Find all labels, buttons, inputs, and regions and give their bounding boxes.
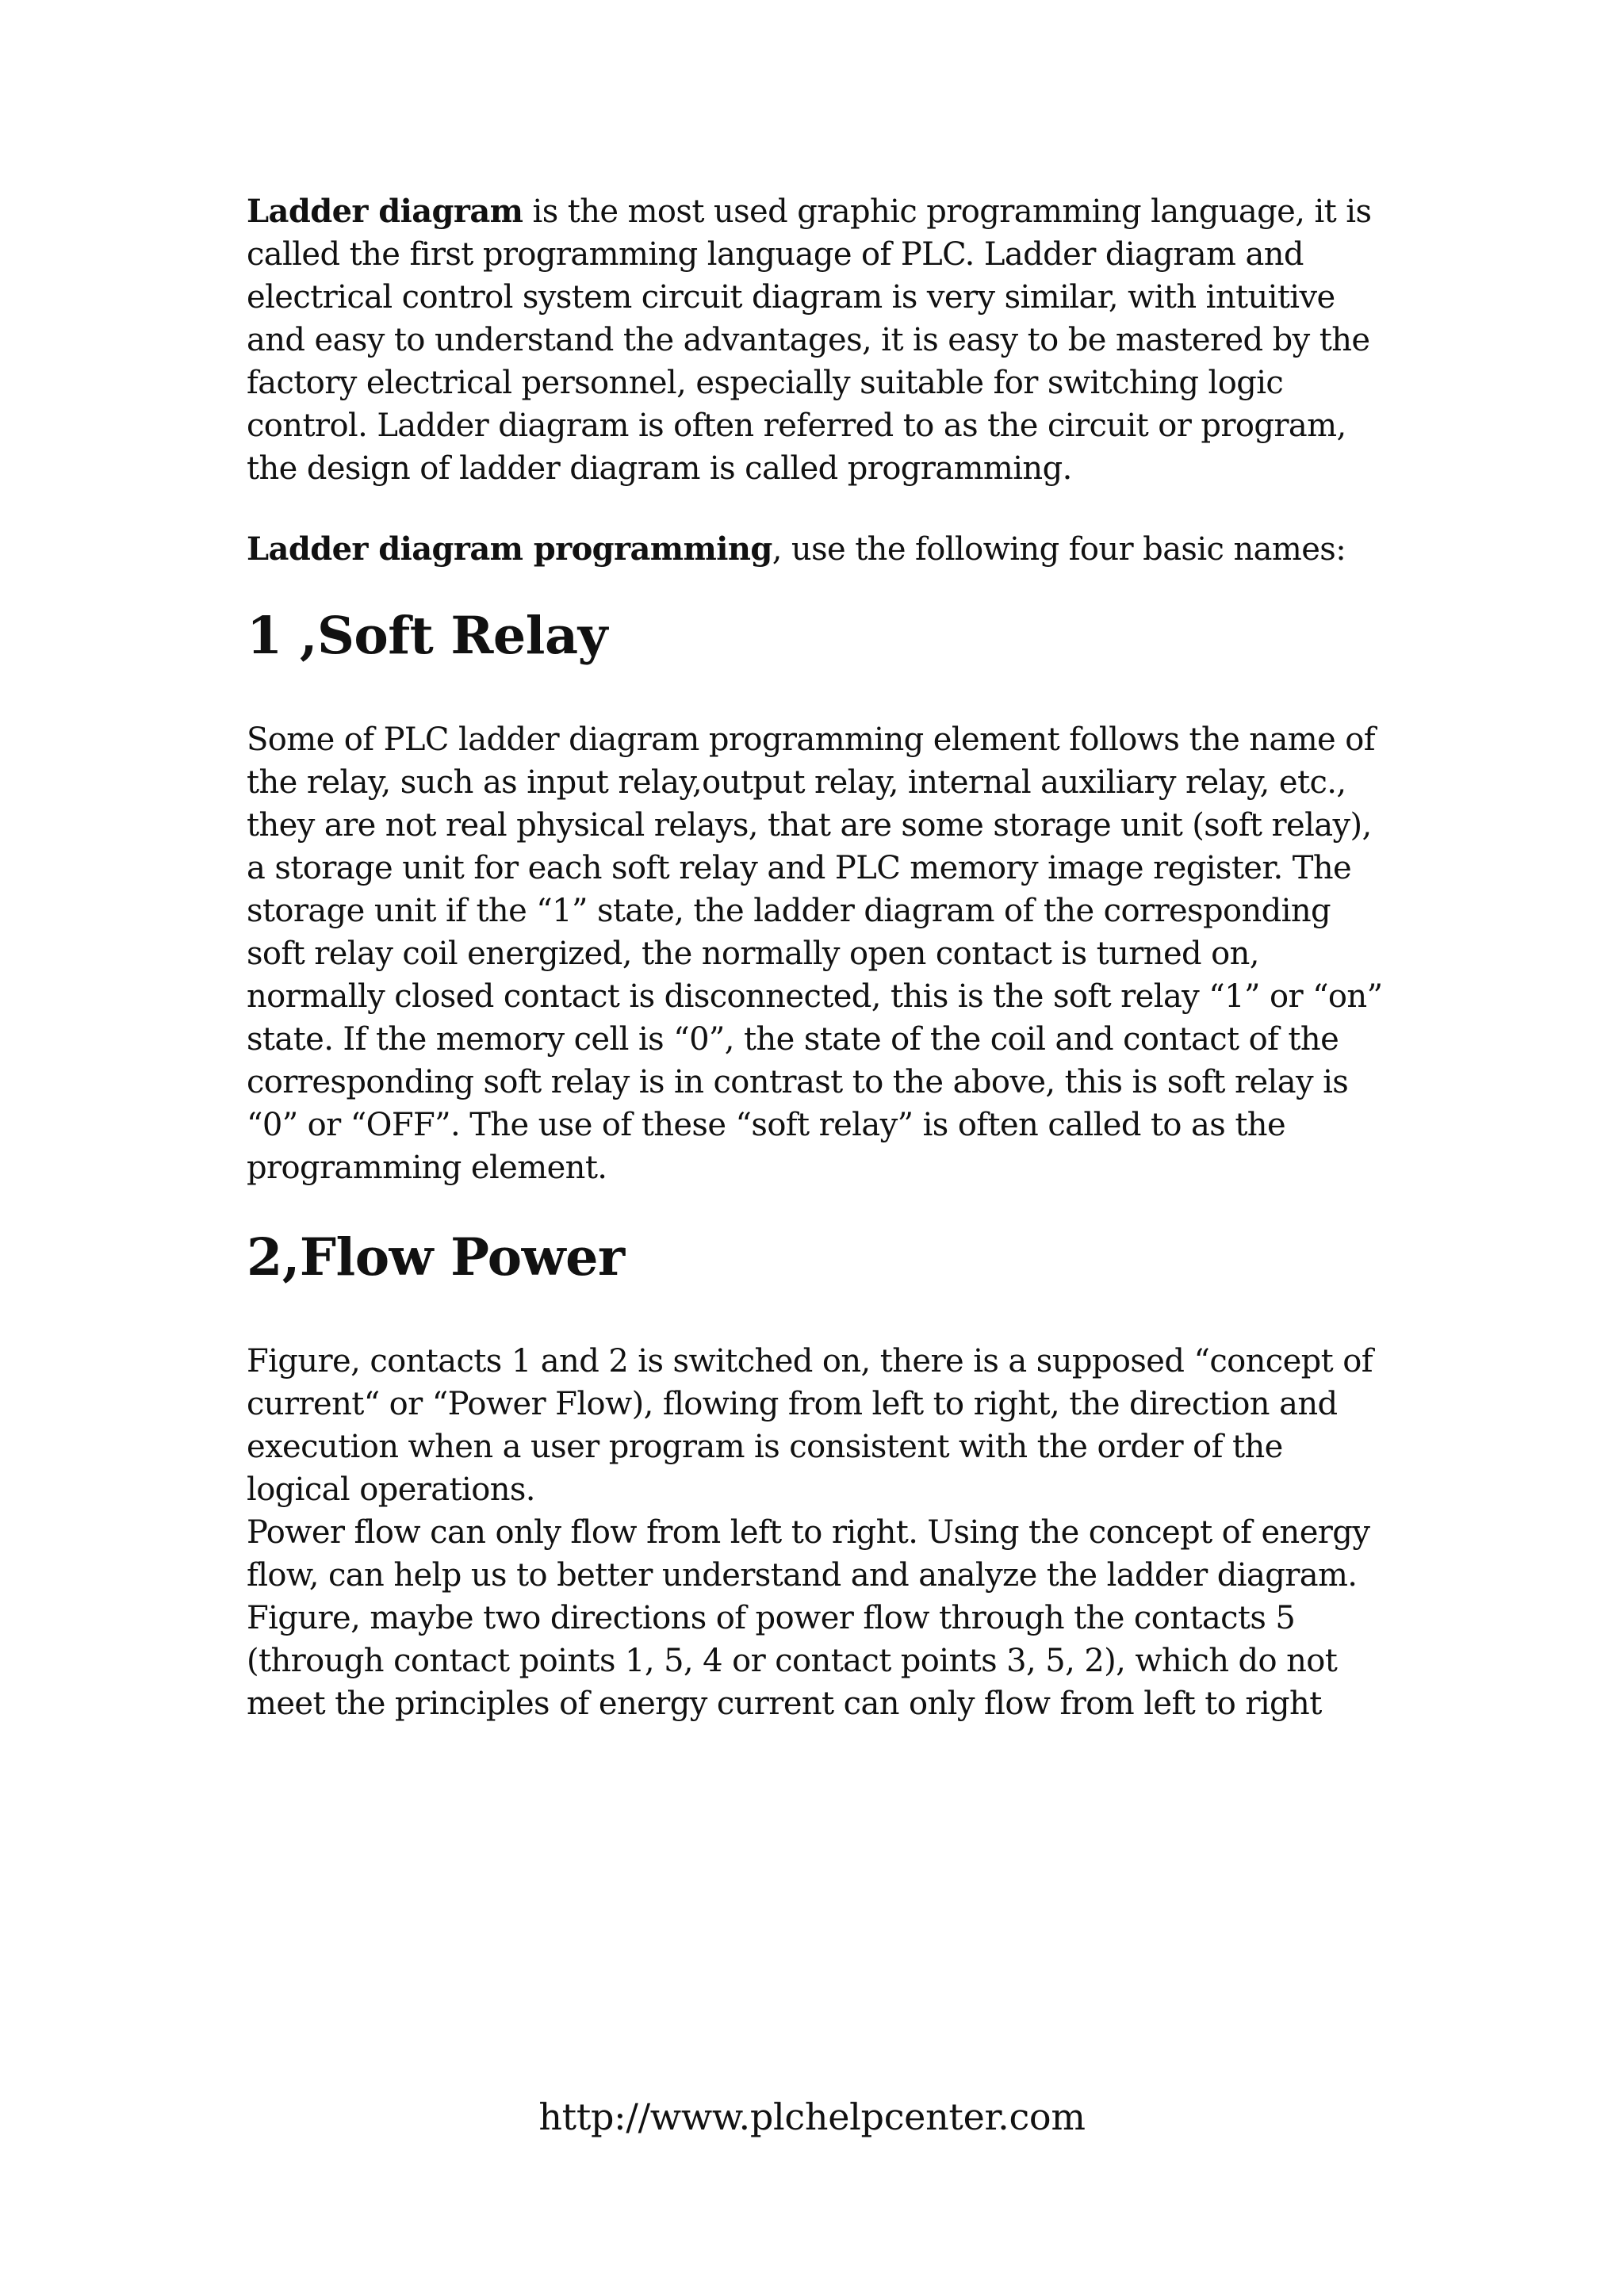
section-heading-flow-power: 2,Flow Power [247, 1227, 625, 1288]
intro-text: is the most used graphic programming language, it is called the first programming language of PLC. Ladder diagram and electrical control system circuit diagram is very similar, with intuitive and easy to understand the advantages, it is easy to be mastered by the factory electrical personnel, especially suitable for switching logic control. Ladder diagram is often referred to as the circuit or program, the design of ladder diagram is called programming. [247, 193, 1372, 487]
names-intro-text: , use the following four basic names: [772, 531, 1346, 568]
flow-power-paragraph-3: Figure, maybe two directions of power flow through the contacts 5 (through contact points 1, 5, 4 or contact points 3, 5, 2), which do not meet the principles of energy current can only flow from left to right [247, 1600, 1338, 1722]
intro-paragraph [247, 190, 1388, 490]
names-intro-paragraph [247, 528, 1388, 571]
flow-power-paragraph-1: Figure, contacts 1 and 2 is switched on, there is a supposed “concept of current“ or “Power Flow), flowing from left to right, the direction and execution when a user program is consistent with the order of the logical operations. [247, 1343, 1373, 1508]
intro-bold-lead: Ladder diagram [247, 193, 523, 230]
section-heading-soft-relay: 1 ,Soft Relay [247, 606, 607, 666]
footer-url[interactable]: http://www.plchelpcenter.com [538, 2095, 1086, 2138]
flow-power-paragraph-2: Power flow can only flow from left to right. Using the concept of energy flow, can help us to better understand and analyze the ladder diagram. [247, 1514, 1370, 1594]
soft-relay-paragraph: Some of PLC ladder diagram programming element follows the name of the relay, such as input relay,output relay, internal auxiliary relay, etc., they are not real physical relays, that are some storage unit (soft relay), a storage unit for each soft relay and PLC memory image register. The storage unit if the “1” state, the ladder diagram of the corresponding soft relay coil energized, the normally open contact is turned on, normally closed contact is disconnected, this is the soft relay “1” or “on” state. If the memory cell is “0”, the state of the coil and contact of the corresponding soft relay is in contrast to the above, this is soft relay is “0” or “OFF”. The use of these “soft relay” is often called to as the programming element. [247, 721, 1383, 1186]
names-bold-lead: Ladder diagram programming [247, 530, 772, 568]
document-body [247, 190, 1388, 1725]
